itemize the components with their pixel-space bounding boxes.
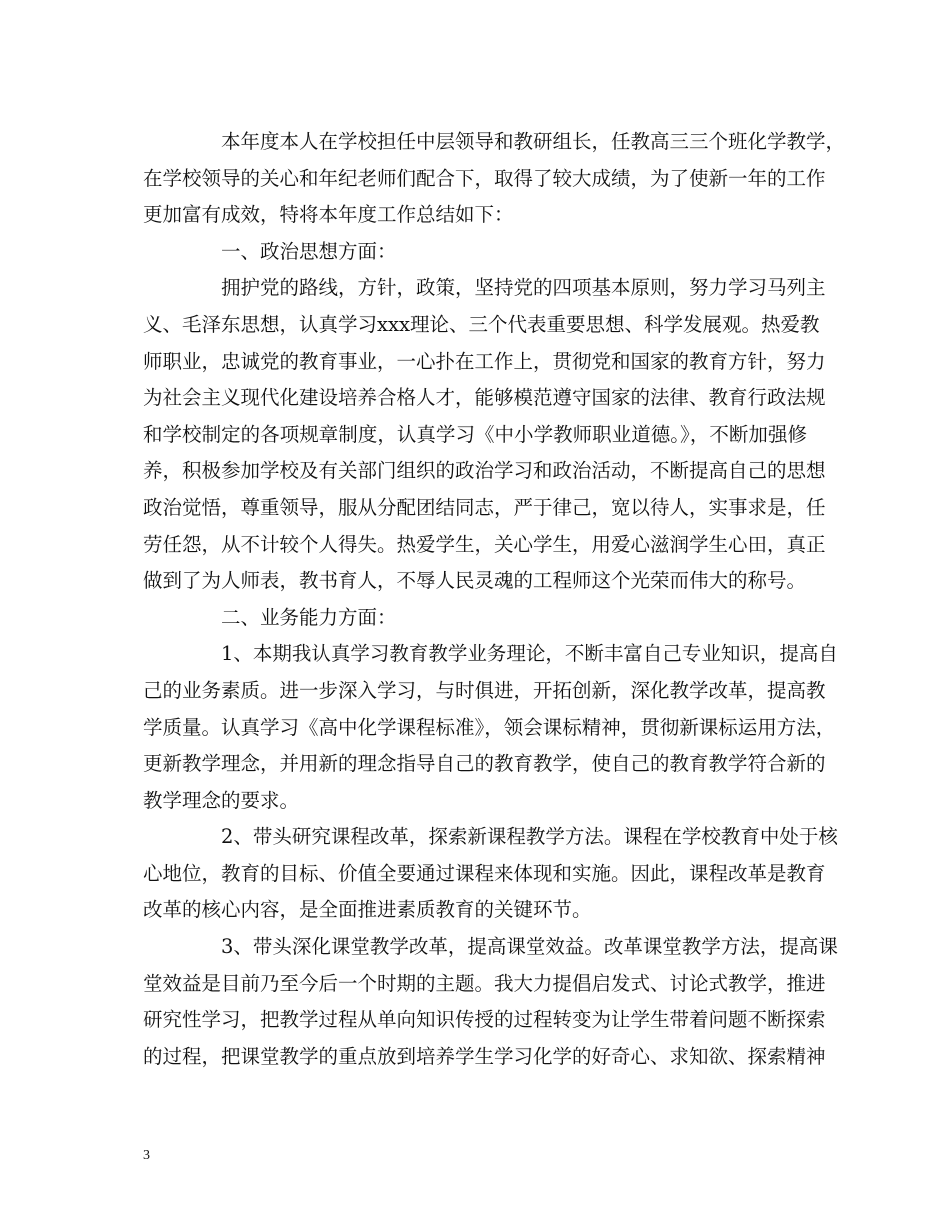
text-line: 堂效益是目前乃至今后一个时期的主题。我大力提倡启发式、讨论式教学，推进 [143,971,826,995]
text-line: 学质量。认真学习《高中化学课程标准》，领会课标精神，贯彻新课标运用方法， [143,715,836,739]
text-line: 本年度本人在学校担任中层领导和教研组长，任教高三三个班化学教学， [221,130,846,153]
text-line: 一、政治思想方面： [221,239,397,263]
text-line: 在学校领导的关心和年纪老师们配合下，取得了较大成绩，为了使新一年的工作 [143,166,826,190]
page-number: 3 [143,1148,150,1163]
text-line: 教学理念的要求。 [143,788,300,812]
text-line: 义、毛泽东思想，认真学习xxx理论、三个代表重要思想、科学发展观。热爱教 [143,312,820,336]
text-line: 的过程，把课堂教学的重点放到培养学生学习化学的好奇心、求知欲、探索精神 [143,1044,826,1068]
text-line: 研究性学习，把教学过程从单向知识传授的过程转变为让学生带着问题不断探索 [143,1008,826,1032]
text-line: 二、业务能力方面： [221,605,397,629]
text-line: 己的业务素质。进一步深入学习，与时俱进，开拓创新，深化教学改革，提高教 [143,678,826,702]
text-line: 做到了为人师表，教书育人，不辱人民灵魂的工程师这个光荣而伟大的称号。 [143,569,807,593]
text-line: 更新教学理念，并用新的理念指导自己的教育教学，使自己的教育教学符合新的 [143,752,826,776]
text-line: 3、带头深化课堂教学改革，提高课堂效益。改革课堂教学方法，提高课 [221,935,838,959]
document-body [143,124,846,1075]
text-line: 为社会主义现代化建设培养合格人才，能够模范遵守国家的法律、教育行政法规 [143,386,826,410]
text-line: 更加富有成效，特将本年度工作总结如下： [143,203,514,227]
text-line: 劳任怨，从不计较个人得失。热爱学生，关心学生，用爱心滋润学生心田，真正 [143,532,826,556]
text-line: 1、本期我认真学习教育教学业务理论，不断丰富自己专业知识，提高自 [221,642,838,666]
text-line: 养，积极参加学校及有关部门组织的政治学习和政治活动，不断提高自己的思想 [143,459,826,483]
text-line: 和学校制定的各项规章制度，认真学习《中小学教师职业道德。》，不断加强修 [143,422,807,446]
text-line: 改革的核心内容，是全面推进素质教育的关键环节。 [143,898,592,922]
text-line: 心地位，教育的目标、价值全要通过课程来体现和实施。因此，课程改革是教育 [143,861,826,885]
text-line: 拥护党的路线，方针，政策，坚持党的四项基本原则，努力学习马列主 [221,276,826,300]
text-line: 师职业，忠诚党的教育事业，一心扑在工作上，贯彻党和国家的教育方针，努力 [143,349,826,373]
text-line: 2、带头研究课程改革，探索新课程教学方法。课程在学校教育中处于核 [221,825,838,849]
text-line: 政治觉悟，尊重领导，服从分配团结同志，严于律己，宽以待人，实事求是，任 [143,495,826,519]
